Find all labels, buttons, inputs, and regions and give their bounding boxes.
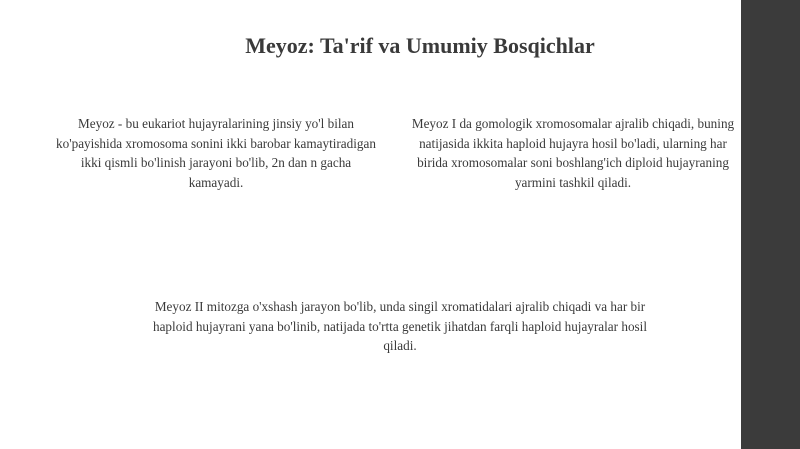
slide-title: Meyoz: Ta'rif va Umumiy Bosqichlar [245, 33, 595, 58]
meiosis-one-paragraph: Meyoz I da gomologik xromosomalar ajralib chiqadi, buning natijasida ikkita haploid hujayra hosil bo'ladi, ularning har birida xromosomalar soni boshlang'ich diploid hujayraning yarmini tashkil qiladi. [411, 116, 735, 190]
definition-paragraph: Meyoz - bu eukariot hujayralarining jinsiy yo'l bilan ko'payishida xromosoma sonini ikki barobar kamaytiradigan ikki qismli bo'linish jarayoni bo'lib, 2n dan n gacha kamayadi. [56, 116, 376, 190]
meiosis-two-paragraph: Meyoz II mitozga o'xshash jarayon bo'lib, unda singil xromatidalari ajralib chiqadi va har bir haploid hujayrani yana bo'linib, natijada to'rtta genetik jihatdan farqli haploid hujayralar hosil qiladi. [152, 299, 647, 353]
side-bar [741, 0, 800, 449]
